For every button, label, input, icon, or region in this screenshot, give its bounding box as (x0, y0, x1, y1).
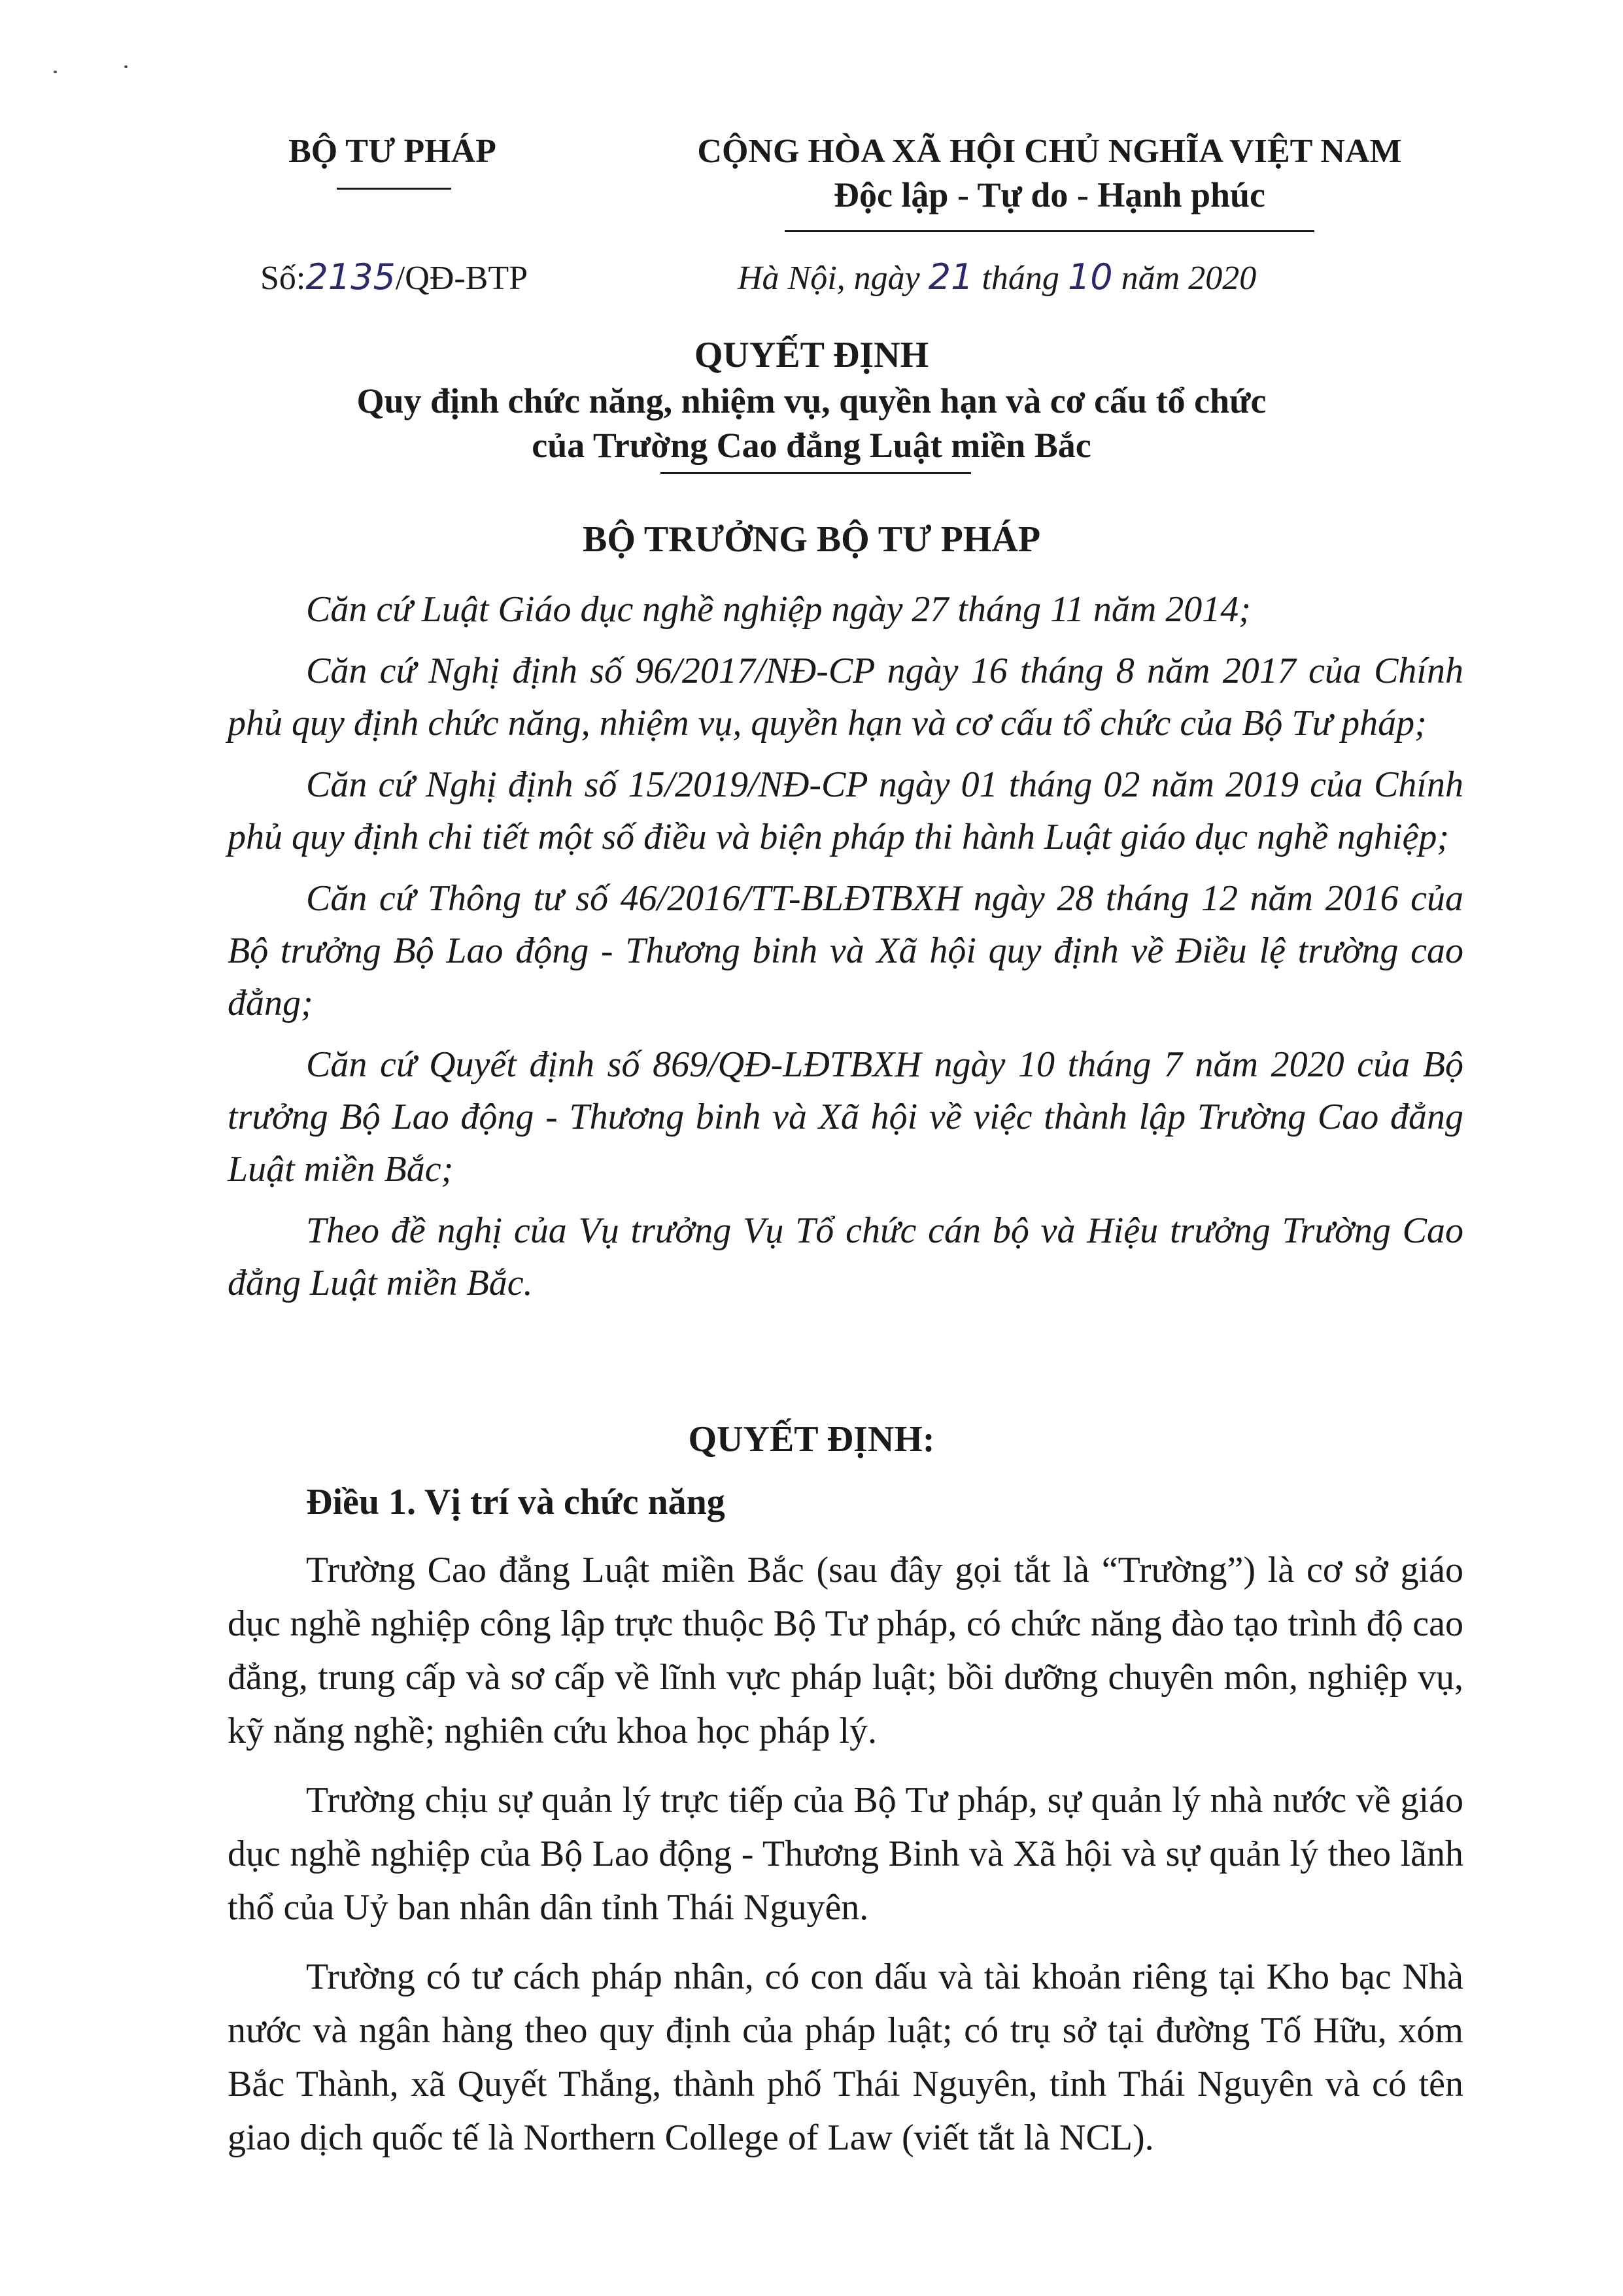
motto-underline (785, 230, 1314, 232)
decision-subtitle-line1: Quy định chức năng, nhiệm vụ, quyền hạn và cơ cấu tổ chức (356, 381, 1267, 420)
number-suffix: /QĐ-BTP (395, 260, 528, 297)
decision-heading: QUYẾT ĐỊNH: (688, 1419, 935, 1460)
scan-speck (54, 71, 57, 73)
preamble-item: Theo đề nghị của Vụ trưởng Vụ Tổ chức cán bộ và Hiệu trưởng Trường Cao đẳng Luật miền Bắc. (228, 1210, 1463, 1303)
date-month-handwritten: 10 (1067, 256, 1113, 298)
republic-name: CỘNG HÒA XÃ HỘI CHỦ NGHĨA VIỆT NAM (697, 133, 1402, 170)
ministry-name: BỘ TƯ PHÁP (288, 133, 496, 170)
article-1-paragraph: Trường có tư cách pháp nhân, có con dấu và tài khoản riêng tại Kho bạc Nhà nước và ngân hàng theo quy định của pháp luật; có trụ sở tại đường Tố Hữu, xóm Bắc Thành, xã Quyết Thắng, thành phố Thái Nguyên, tỉnh Thái Nguyên và có tên giao dịch quốc tế là Northern College of Law (viết tắt là NCL). (228, 1957, 1463, 2158)
date-prefix: Hà Nội, ngày (738, 260, 929, 297)
decision-subtitle-line2: của Trường Cao đẳng Luật miền Bắc (532, 426, 1091, 465)
preamble-item: Căn cứ Nghị định số 15/2019/NĐ-CP ngày 01 tháng 02 năm 2019 của Chính phủ quy định chi tiết một số điều và biện pháp thi hành Luật giáo dục nghề nghiệp; (228, 764, 1463, 857)
number-prefix: Số: (260, 260, 306, 297)
article-1-paragraph: Trường chịu sự quản lý trực tiếp của Bộ Tư pháp, sự quản lý nhà nước về giáo dục nghề nghiệp của Bộ Lao động - Thương Binh và Xã hội và sự quản lý theo lãnh thổ của Uỷ ban nhân dân tỉnh Thái Nguyên. (228, 1780, 1463, 1928)
scan-speck (124, 65, 128, 68)
number-handwritten: 2135 (305, 256, 396, 298)
preamble-item: Căn cứ Luật Giáo dục nghề nghiệp ngày 27 tháng 11 năm 2014; (306, 589, 1251, 630)
date-suffix: năm 2020 (1112, 260, 1257, 297)
preamble-item: Căn cứ Nghị định số 96/2017/NĐ-CP ngày 16 tháng 8 năm 2017 của Chính phủ quy định chức năng, nhiệm vụ, quyền hạn và cơ cấu tổ chức của Bộ Tư pháp; (228, 651, 1463, 744)
article-1-paragraph: Trường Cao đẳng Luật miền Bắc (sau đây gọi tắt là “Trường”) là cơ sở giáo dục nghề nghiệp công lập trực thuộc Bộ Tư pháp, có chức năng đào tạo trình độ cao đẳng, trung cấp và sơ cấp về lĩnh vực pháp luật; bồi dưỡng chuyên môn, nghiệp vụ, kỹ năng nghề; nghiên cứu khoa học pháp lý. (228, 1550, 1463, 1751)
preamble-item: Căn cứ Quyết định số 869/QĐ-LĐTBXH ngày 10 tháng 7 năm 2020 của Bộ trưởng Bộ Lao động - Thương binh và Xã hội về việc thành lập Trường Cao đẳng Luật miền Bắc; (228, 1044, 1463, 1190)
issuing-authority: BỘ TRƯỞNG BỘ TƯ PHÁP (582, 519, 1041, 560)
preamble-item: Căn cứ Thông tư số 46/2016/TT-BLĐTBXH ngày 28 tháng 12 năm 2016 của Bộ trưởng Bộ Lao động - Thương binh và Xã hội quy định về Điều lệ trường cao đẳng; (228, 878, 1463, 1023)
date-mid: tháng (973, 260, 1068, 297)
document-number (260, 256, 528, 300)
subtitle-underline (660, 472, 971, 474)
decision-title: QUYẾT ĐỊNH (694, 335, 929, 375)
ministry-underline (337, 188, 451, 190)
national-motto: Độc lập - Tự do - Hạnh phúc (833, 175, 1266, 214)
article-1-heading: Điều 1. Vị trí và chức năng (306, 1482, 725, 1522)
date-day-handwritten: 21 (928, 256, 974, 298)
article-1-body (228, 1543, 1463, 2165)
document-date (738, 256, 1256, 300)
preamble (228, 583, 1463, 1309)
